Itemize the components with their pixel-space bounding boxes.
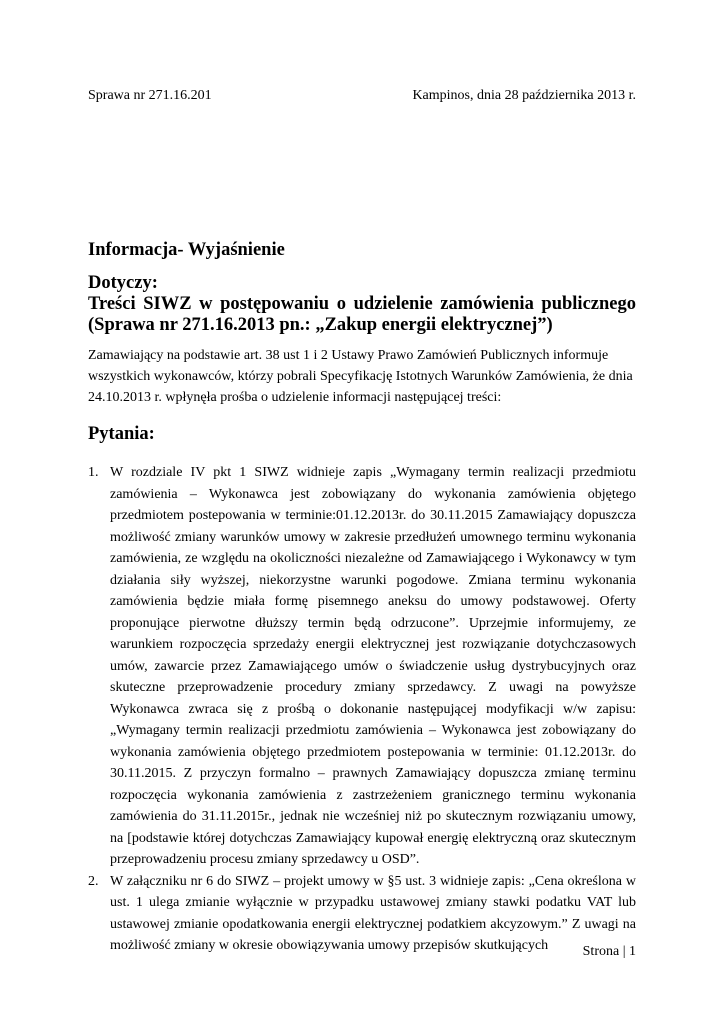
concerning-block [88,273,636,336]
question-number: 2. [88,873,99,889]
intro-paragraph: Zamawiający na podstawie art. 38 ust 1 i 2 Ustawy Prawo Zamówień Publicznych informuje wszystkich wykonawców, którzy pobrali Specyfikację Istotnych Warunków Zamówienia, że dnia 24.10.2013 r. wpłynęła prośba o udzielenie informacji następującej treści: [88,348,633,405]
concerning-subject-line1: Treści SIWZ w postępowaniu o udzielenie zamówienia publicznego [88,294,636,314]
list-item [88,871,636,957]
concerning-subject-line2: (Sprawa nr 271.16.2013 pn.: „Zakup energii elektrycznej”) [88,315,553,335]
question-text: W załączniku nr 6 do SIWZ – projekt umowy w §5 ust. 3 widnieje zapis: „Cena określona w ust. 1 ulega zmianie wyłącznie w przypadku ustawowej zmiany stawki podatku VAT lub ustawowej zmianie opodatkowania energii elektrycznej podatkiem akcyzowym.” Z uwagi na możliwość zmiany w okresie obowiązywania umowy przepisów skutkujących [110,873,636,953]
list-item [88,462,636,871]
case-number: Sprawa nr 271.16.201 [88,88,212,103]
questions-heading: Pytania: [88,424,155,444]
questions-list [88,462,636,957]
document-title: Informacja- Wyjaśnienie [88,240,285,260]
concerning-label: Dotyczy: [88,273,158,293]
page-number: Strona | 1 [582,944,636,959]
question-text: W rozdziale IV pkt 1 SIWZ widnieje zapis „Wymagany termin realizacji przedmiotu zamówienia – Wykonawca jest zobowiązany do wykonania zamówienia objętego przedmiotem postepowania w terminie:01.12.2013r. do 30.11.2015 Zamawiający dopuszcza możliwość zmiany warunków umowy w zakresie przedłużeń umownego terminu wykonania zamówienia, ze względu na okoliczności niezależne od Zamawiającego i Wykonawcy w tym działania siły wyższej, niekorzystne warunki pogodowe. Zmiana terminu wykonania zamówienia będzie miała formę pisemnego aneksu do umowy podstawowej. Oferty proponujące pierwotne dłuższy termin będą odrzucone”. Uprzejmie informujemy, ze warunkiem rozpoczęcia sprzedaży energii elektrycznej jest rozwiązanie dotychczasowych umów, zawarcie przez Zamawiającego umów o świadczenie usług dystrybucyjnych oraz skuteczne przeprowadzenie procedury zmiany sprzedawcy. Z uwagi na powyższe Wykonawca zwraca się z prośbą o dokonanie następującej modyfikacji w/w zapisu: „Wymagany termin realizacji przedmiotu zamówienia – Wykonawca jest zobowiązany do wykonania zamówienia objętego przedmiotem postepowania w terminie: 01.12.2013r. do 30.11.2015. Z przyczyn formalno – prawnych Zamawiający dopuszcza zmianę terminu rozpoczęcia wykonania zamówienia z zastrzeżeniem granicznego terminu wykonania zamówienia do 31.11.2015r., jednak nie wcześniej niż po skutecznym rozwiązaniu umowy, na [podstawie której dotychczas Zamawiający kupował energię elektryczną oraz skutecznym przeprowadzeniu procesu zmiany sprzedawcy u OSD”. [110,465,636,867]
place-date: Kampinos, dnia 28 października 2013 r. [412,88,636,103]
question-number: 1. [88,465,99,480]
document-header [88,88,636,104]
